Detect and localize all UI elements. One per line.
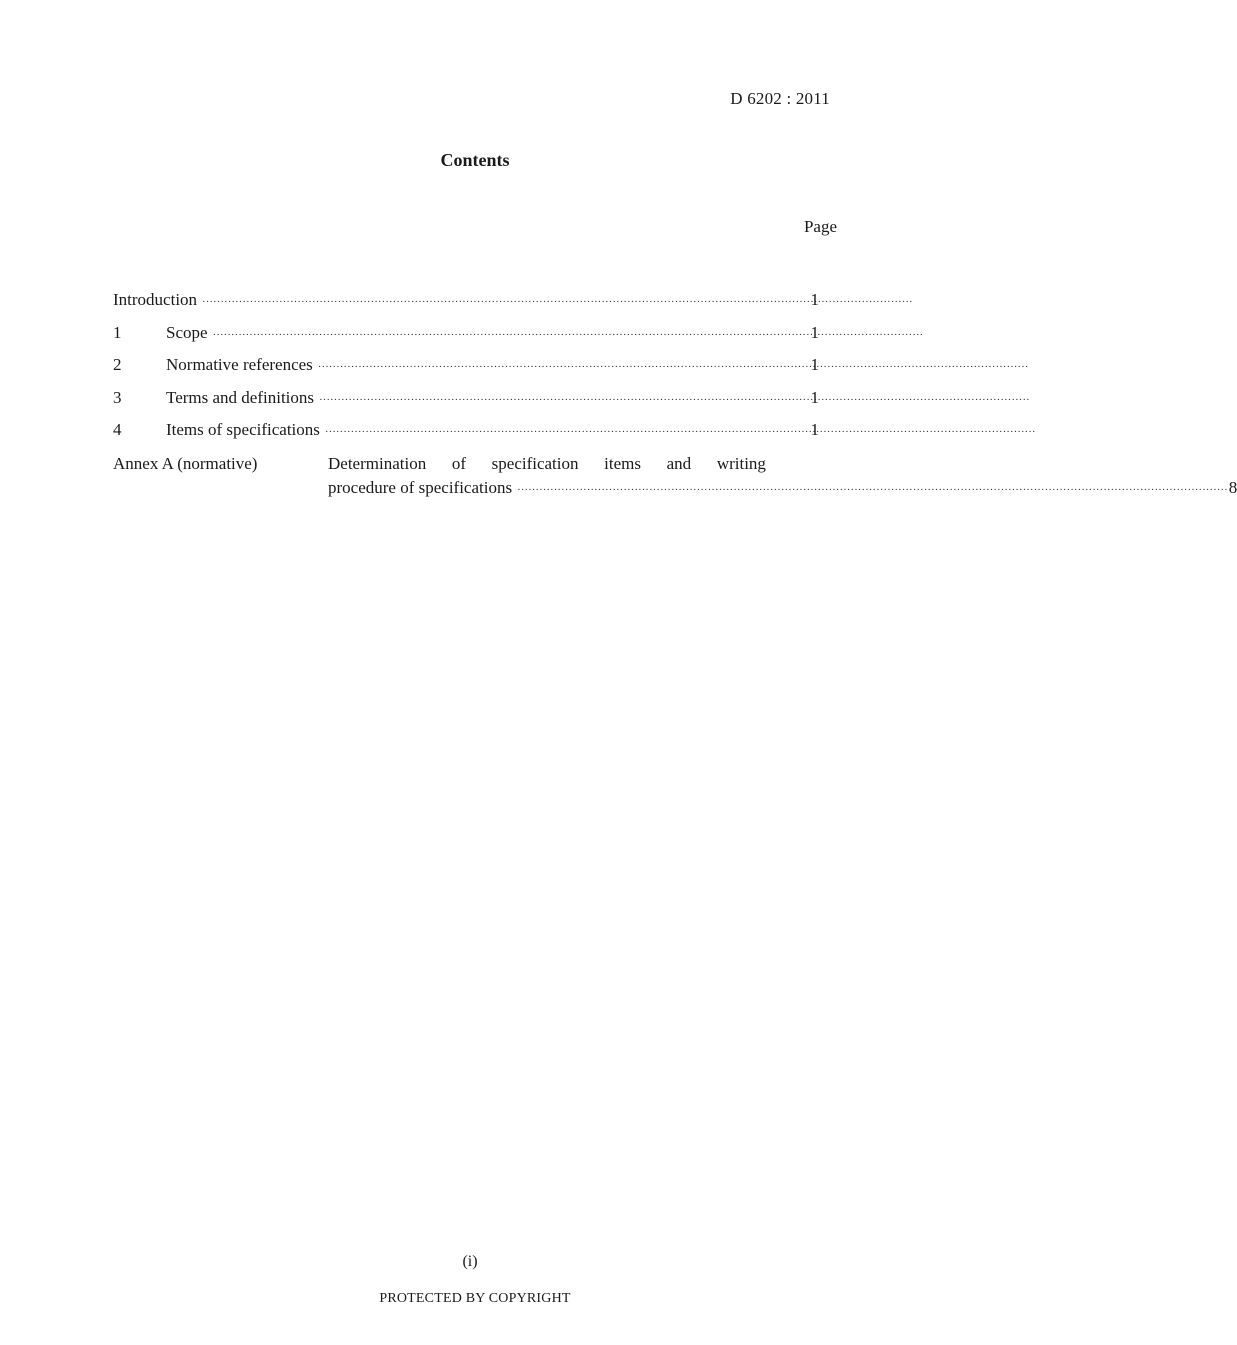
page-column-label: Page <box>803 217 837 236</box>
toc-leader-dots <box>213 330 810 341</box>
toc-entry-terms-and-definitions[interactable] <box>113 388 819 421</box>
annex-title-word: writing <box>716 453 766 473</box>
toc-entry-annex-a[interactable] <box>113 453 1237 498</box>
toc-entry-page: 8 <box>1228 477 1237 497</box>
annex-title-block <box>328 454 1237 498</box>
toc-leader-dots <box>319 395 809 406</box>
toc-entry-title: Normative references <box>166 355 313 374</box>
annex-title-line-1 <box>328 454 766 478</box>
annex-title-word: and <box>666 453 692 473</box>
annex-title-line-2 <box>328 478 1237 498</box>
toc-entry-number: 1 <box>113 322 122 342</box>
toc-entry-title: Introduction <box>113 290 198 309</box>
toc-entry-title: Terms and definitions <box>166 387 315 407</box>
annex-title-word: of <box>451 453 467 473</box>
toc-leader-dots <box>325 427 810 438</box>
document-id: D 6202 : 2011 <box>730 89 830 108</box>
annex-title-word: items <box>604 453 641 473</box>
toc-entry-page: 1 <box>810 290 819 309</box>
toc-leader-dots <box>517 485 1228 496</box>
contents-title: Contents <box>440 150 510 170</box>
copyright-notice: PROTECTED BY COPYRIGHT <box>379 1291 571 1306</box>
toc-entry-number: 3 <box>113 387 122 407</box>
page-number: (i) <box>462 1253 478 1270</box>
table-of-contents <box>113 290 1237 498</box>
annex-title-continuation: procedure of specifications <box>328 477 513 497</box>
annex-title-word: specification <box>491 453 579 473</box>
toc-leader-dots <box>318 362 810 373</box>
toc-entry-number: 4 <box>113 420 122 439</box>
toc-leader-dots <box>202 297 809 308</box>
toc-entry-normative-references[interactable] <box>113 355 819 388</box>
toc-entry-title: Scope <box>166 322 208 342</box>
toc-entry-items-of-specifications[interactable] <box>113 420 819 453</box>
toc-entry-number: 2 <box>113 355 122 374</box>
annex-label: Annex A (normative) <box>113 453 258 473</box>
toc-entry-page: 1 <box>810 355 819 374</box>
toc-entry-page: 1 <box>810 420 819 439</box>
toc-entry-introduction[interactable] <box>113 290 819 323</box>
toc-entry-title: Items of specifications <box>166 420 320 439</box>
toc-entry-scope[interactable] <box>113 323 819 356</box>
annex-title-word: Determination <box>328 453 427 473</box>
toc-entry-page: 1 <box>810 322 819 342</box>
toc-entry-page: 1 <box>810 387 819 407</box>
